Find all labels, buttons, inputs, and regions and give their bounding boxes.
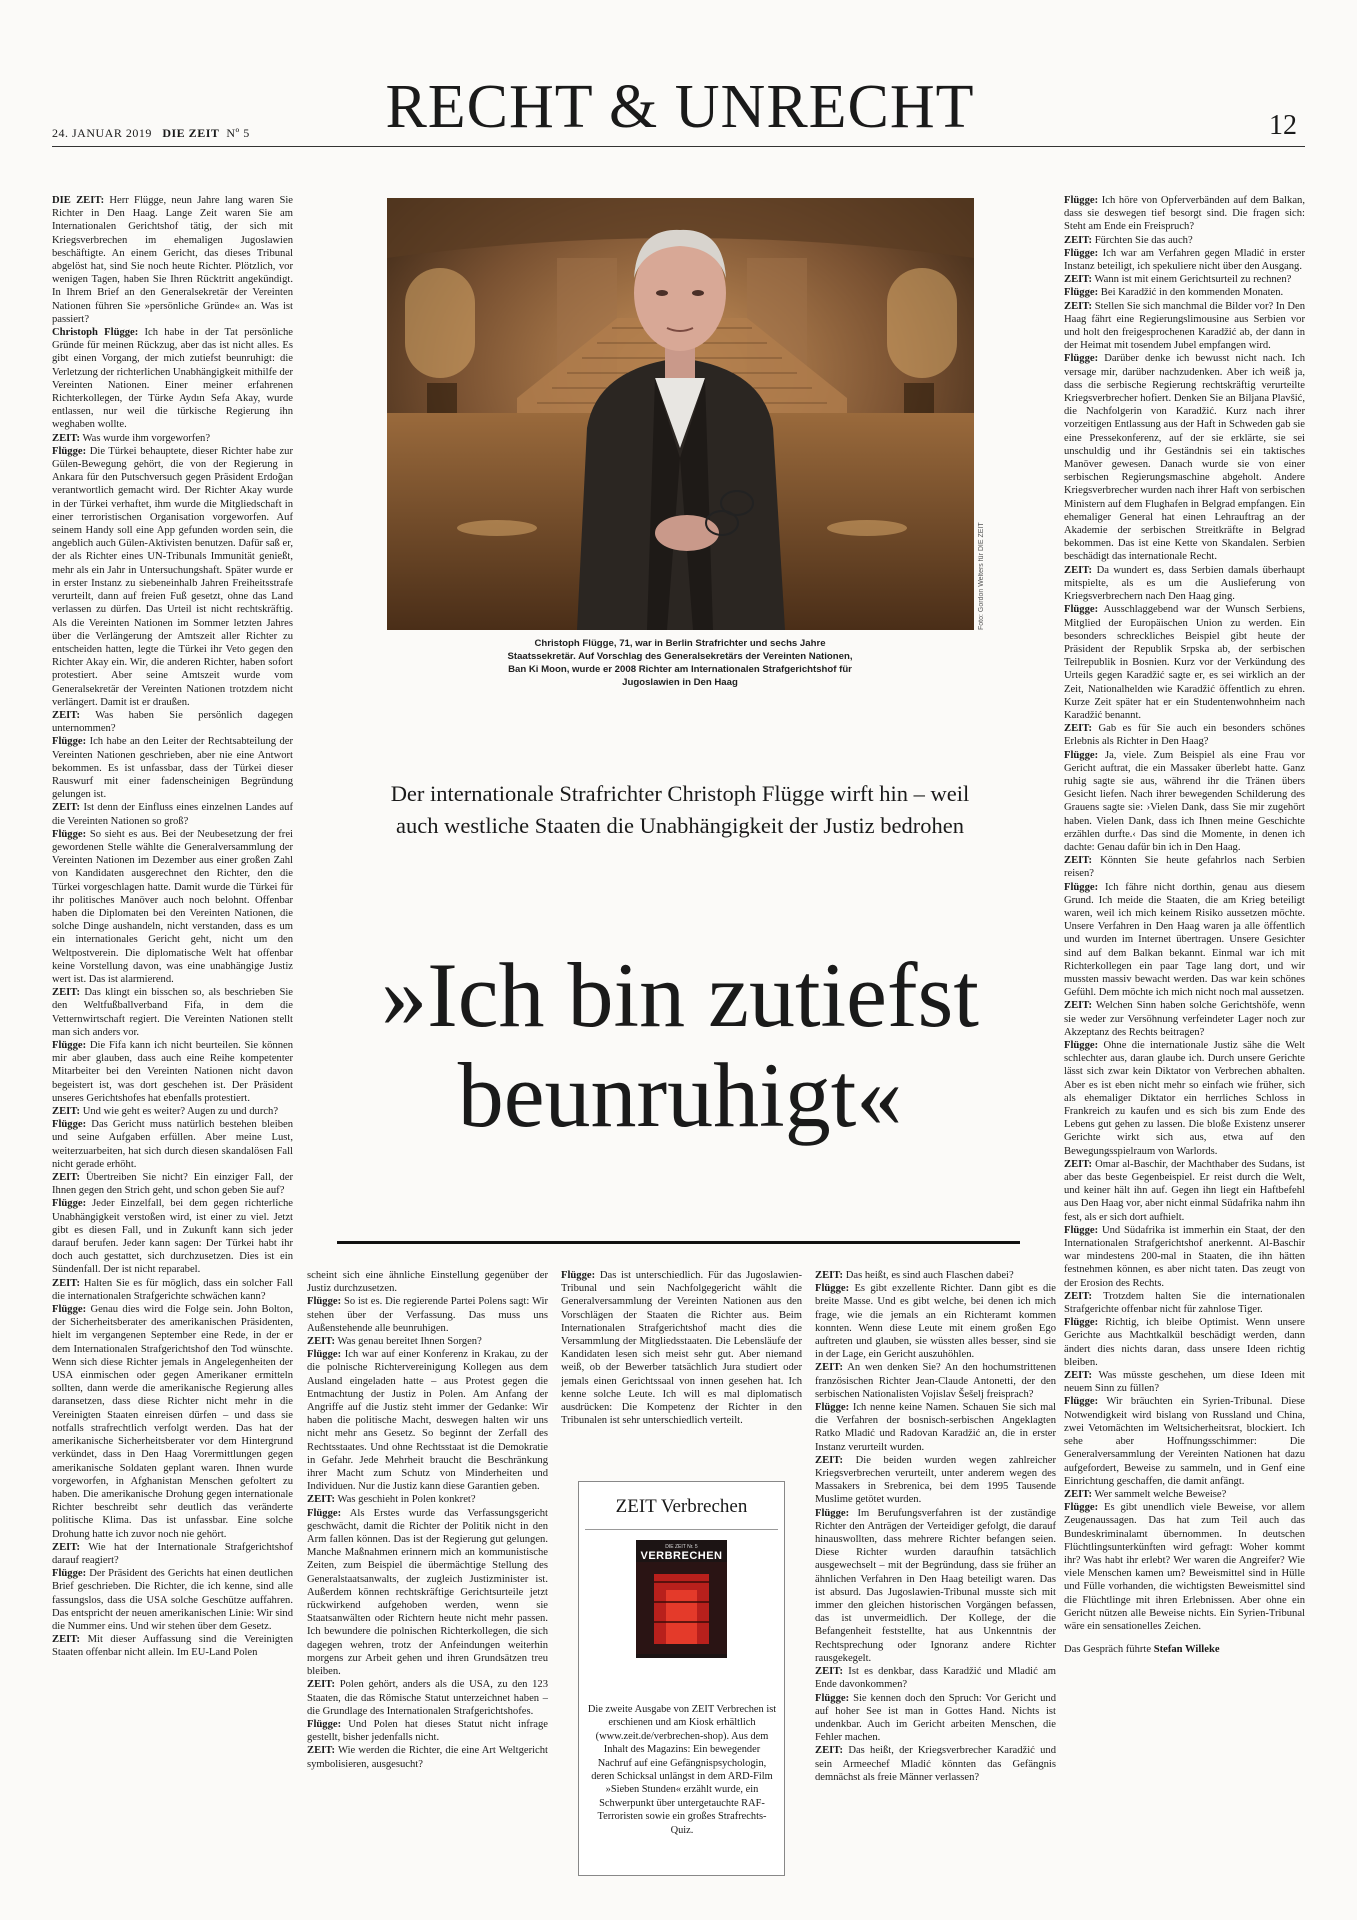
paragraph-text: Polen gehört, anders als die USA, zu den 123 Staaten, die das Römische Statut unterzeichnet haben – die Grundlage des Internationalen Strafgerichtshofes. bbox=[307, 1679, 548, 1717]
speaker-label: ZEIT: bbox=[1064, 1370, 1093, 1382]
paragraph-text: Omar al-Baschir, der Machthaber des Sudans, ist aber das beste Gegenbeispiel. Er reist durch die Welt, und keiner hält ihn auf. Gegen ihn liegt ein Haftbefehl aus Den Haag vor, aber nicht einmal Südafrika nahm ihn fest, als er sich dort aufhielt. bbox=[1064, 1158, 1305, 1223]
paragraph-text: Was wurde ihm vorgeworfen? bbox=[82, 432, 211, 444]
speaker-label: ZEIT: bbox=[52, 1172, 81, 1184]
interview-paragraph bbox=[1064, 1290, 1305, 1316]
speaker-label: ZEIT: bbox=[1064, 1158, 1093, 1170]
paragraph-text: Trotzdem halten Sie die internationalen Strafgerichte offenbar nicht für zahnlose Tiger. bbox=[1064, 1290, 1305, 1316]
paragraph-text: Ich nenne keine Namen. Schauen Sie sich mal die Verfahren der bosnisch-serbischen Angeklagten Ratko Mladić und Radovan Karadžić an, die in erster Instanz verurteilt wurden. bbox=[815, 1402, 1056, 1453]
speaker-label: ZEIT: bbox=[815, 1454, 844, 1466]
speaker-label: ZEIT: bbox=[52, 802, 81, 814]
interview-paragraph bbox=[1064, 881, 1305, 1000]
speaker-label: ZEIT: bbox=[52, 1277, 81, 1289]
interview-paragraph bbox=[815, 1744, 1056, 1784]
interview-paragraph bbox=[1064, 1395, 1305, 1487]
interview-paragraph bbox=[815, 1361, 1056, 1401]
article-column-4 bbox=[815, 1269, 1056, 1889]
interview-paragraph bbox=[1064, 286, 1305, 299]
paragraph-text: So ist es. Die regierende Partei Polens sagt: Wir stehen über der Verfassung. Das muss uns Außenstehende alle beunruhigen. bbox=[307, 1296, 548, 1334]
interview-paragraph bbox=[815, 1401, 1056, 1454]
paragraph-text: Wer sammelt welche Beweise? bbox=[1094, 1488, 1227, 1500]
article-column-5 bbox=[1064, 194, 1305, 1894]
magazine-cover-small: DIE ZEIT Nr. 5 bbox=[665, 1544, 698, 1550]
speaker-label: ZEIT: bbox=[1064, 234, 1093, 246]
promo-box bbox=[578, 1481, 785, 1876]
interview-paragraph bbox=[1064, 749, 1305, 855]
interview-paragraph bbox=[1064, 1039, 1305, 1158]
paragraph-text: Ohne die internationale Justiz sähe die Welt schlechter aus, daran glaube ich. Durch unsere Gerichte lässt sich zwar kein Diktator von Verbrechen abhalten. Aber es ist eben nicht mehr so einfach wie früher, sich als ehemaliger Diktator ein herrliches Schloss in Frankreich zu kaufen und es sich bis zum Ende des Lebens gut gehen zu lassen. Die bloße Existenz unserer Gerichte wirkt sich aus, etwa auf den Bewegungsspielraum von Warlords. bbox=[1064, 1040, 1305, 1157]
interview-paragraph bbox=[815, 1282, 1056, 1361]
interview-paragraph bbox=[307, 1295, 548, 1335]
interview-paragraph bbox=[52, 1039, 293, 1105]
paragraph-text: Die beiden wurden wegen zahlreicher Kriegsverbrechen verurteilt, unter anderem wegen des Massakers in Srebrenica, bei dem 1995 Tausende Muslime getötet wurden. bbox=[815, 1454, 1056, 1506]
speaker-label: ZEIT: bbox=[1064, 855, 1093, 867]
article-headline: »Ich bin zutiefst beunruhigt« bbox=[381, 944, 979, 1146]
speaker-label: ZEIT: bbox=[307, 1679, 336, 1691]
interview-paragraph bbox=[1064, 1369, 1305, 1395]
speaker-label: DIE ZEIT: bbox=[52, 195, 105, 206]
speaker-label: Flügge: bbox=[52, 1119, 87, 1131]
magazine-cover bbox=[636, 1540, 727, 1658]
interview-paragraph bbox=[815, 1454, 1056, 1507]
photo-credit: Foto: Gordon Welters für DIE ZEIT bbox=[978, 522, 985, 630]
interview-paragraph bbox=[52, 1105, 293, 1118]
interview-paragraph bbox=[1064, 352, 1305, 563]
paragraph-text: Jeder Einzelfall, bei dem gegen richterliche Unabhängigkeit verstoßen wird, ist einer zu viel. Jetzt gibt es diesen Fall, und in Zukunft kann sich jeder darauf berufen. Jeder kann sagen: Der Türkei habt ihr doch auch gestattet, sich durchzusetzen. Dies ist ein Sündenfall. Der ist nicht reparabel. bbox=[52, 1198, 293, 1276]
paragraph-text: Die Türkei behauptete, dieser Richter habe zur Gülen-Bewegung gehört, die von der Regierung in Ankara für den Putschversuch gegen Präsident Erdoğan verantwortlich gemacht wird. Der Richter Akay wurde in der Türkei verhaftet, ihm wurde die Mitgliedschaft in einer terroristischen Organisation vorgeworfen. Auf seinem Handy soll eine App gefunden worden sein, die angeblich auch Gülen-Aktivisten benutzen. Dafür saß er, der als Richter eines UN-Tribunals Immunität genießt, mehr als ein Jahr in Untersuchungshaft. Später wurde er in erster Instanz zu siebeneinhalb Jahren Freiheitsstrafe verurteilt, dann auf freien Fuß gesetzt, ohne das Land verlassen zu dürfen. Das Urteil ist nicht rechtskräftig. Als die Vereinten Nationen im Sommer letzten Jahres über die Verlängerung der Amtszeit aller Richter zu entscheiden hatten, legte die Türkei ihr Veto gegen den Richter Akay ein. Wir, die anderen Richter, haben sofort protestiert. Aber seine Amtszeit wurde vom Generalsekretär der Vereinten Nationen trotzdem nicht verlängert. Damit ist er draußen. bbox=[52, 445, 293, 708]
signoff-author: Stefan Willeke bbox=[1153, 1644, 1220, 1656]
speaker-label: ZEIT: bbox=[52, 1541, 81, 1553]
paragraph-text: Darüber denke ich bewusst nicht nach. Ich versage mir, darüber nachzudenken. Aber ich weiß ja, dass die serbische Regierung rechtskräftig verurteilte Kriegsverbrecher hofiert. Denken Sie an Biljana Plavšić, die Nachfolgerin von Karadžić. Kurz nach ihrer vorzeitigen Entlassung aus der Haft in Schweden gab sie eine Pressekonferenz, auf der sie erklärte, sie sei unschuldig und ihr Geständnis sei ein taktisches Manöver gewesen. Danach wurde sie von einer serbischen Regierungsmaschine abgeholt. Andere Kriegsverbrecher wurden nach ihrer Haft von serbischen Ministern auf dem Flughafen in Belgrad empfangen. Ein ehemaliger General hat einen Lehrauftrag an der Akademie der serbischen Streitkräfte in Belgrad bekommen. Das ist eine Kette von Skandalen. Serbien beschädigt das internationale Recht. bbox=[1064, 353, 1305, 563]
paragraph-text: Bei Karadžić in den kommenden Monaten. bbox=[1100, 287, 1284, 299]
paragraph-text: Halten Sie es für möglich, dass ein solcher Fall die internationalen Strafgerichte schwächen kann? bbox=[52, 1277, 293, 1302]
interview-paragraph bbox=[52, 1171, 293, 1197]
interview-paragraph bbox=[815, 1665, 1056, 1691]
interview-paragraph bbox=[815, 1692, 1056, 1745]
paragraph-text: Ja, viele. Zum Beispiel als eine Frau vor Gericht auftrat, die ein Massaker überlebt hatte. Ganz ruhig sagte sie aus, während ihr die Tränen übers Gesicht liefen. Nach ihrer bewegenden Schilderung des Grauens sagte sie: ›Vielen Dank, dass Sie mir zugehört haben. Vielen Dank, dass ich Ihnen meine Geschichte erzählen durfte.‹ Das sind die Momente, in denen ich dachte: Genau dafür bin ich in Den Haag. bbox=[1064, 749, 1305, 853]
paragraph-text: Könnten Sie heute gefahrlos nach Serbien reisen? bbox=[1064, 855, 1305, 880]
paragraph-text: Im Berufungsverfahren ist der zuständige Richter den Anträgen der Verteidiger gefolgt, die darauf hinauswollten, dass mehrere Richter befangen seien. Diese Richter wurden daraufhin tatsächlich ausgewechselt – mit der Begründung, dass sie früher an ähnlichen Verfahren in Den Haag beteiligt waren. Das ist absurd. Das Jugoslawien-Tribunal musste sich mit immer den gleichen historischen Vorgängen befassen, das ist unvermeidlich. Der Kollege, der die Befangenheit feststellte, hat aus Unkenntnis der Rechtsprechung oder Ignoranz andere Richter rausgekegelt. bbox=[815, 1507, 1056, 1664]
paragraph-text: So sieht es aus. Bei der Neubesetzung der frei gewordenen Stelle wählte die Generalversammlung der Vereinten Nationen im Dezember aus einer großen Zahl von Kandidaten ausgerechnet den Richter, den die Türkei vorgeschlagen hatte. Damit wurde die Türkei für ihr politisches Manöver auch noch belohnt. Offenbar haben die Diplomaten bei den Vereinten Nationen, die solche Dinge aushandeln, nicht verstanden, dass es um ein internationales Gericht geht, nicht um den Weltpostverein. Die diplomatische Welt hat offenbar keine Vorstellung davon, was eine unabhängige Justiz wert ist. Das ist alarmierend. bbox=[52, 828, 293, 985]
speaker-label: Flügge: bbox=[52, 828, 87, 840]
paragraph-text: Sie kennen doch den Spruch: Vor Gericht und auf hoher See ist man in Gottes Hand. Nichts ist undenkbar. Auch im Gericht arbeiten Menschen, die Fehler machen. bbox=[815, 1692, 1056, 1744]
interview-paragraph bbox=[307, 1507, 548, 1679]
masthead-paper: DIE ZEIT bbox=[162, 126, 220, 140]
paragraph-text: Fürchten Sie das auch? bbox=[1094, 234, 1193, 246]
promo-text: Die zweite Ausgabe von ZEIT Verbrechen ist erschienen und am Kiosk erhältlich (www.zeit.de/verbrechen-shop). Aus dem Inhalt des Magazins: Ein bewegender Nachruf auf eine Gefängnispsychologin, deren Schicksal unlängst in dem ARD-Film »Sieben Stunden« erzählt wurde, ein Schwerpunkt über untergetauchte RAF-Terroristen sowie ein großes Strafrechts-Quiz. bbox=[587, 1704, 777, 1836]
paragraph-text: Und Südafrika ist immerhin ein Staat, der den Internationalen Strafgerichtshof anerkennt. Al-Baschir war mindestens 200-mal in Staaten, die ihn hätten festnehmen können, es aber nicht taten. Das zeugt von der Erosion des Rechts. bbox=[1064, 1224, 1305, 1289]
paragraph-text: Der Präsident des Gerichts hat einen deutlichen Brief geschrieben. Die Richter, die ich kenne, sind alle fassungslos, dass die USA solche Geschütze auffahren. Das entspricht der neuen amerikanischen Linie: Wir sind die Nummer eins. Und wir stehen über dem Gesetz. bbox=[52, 1568, 293, 1632]
interview-paragraph bbox=[1064, 854, 1305, 880]
speaker-label: Flügge: bbox=[1064, 287, 1099, 299]
interview-paragraph bbox=[52, 828, 293, 986]
paragraph-text: Was geschieht in Polen konkret? bbox=[337, 1494, 476, 1506]
speaker-label: ZEIT: bbox=[307, 1745, 336, 1757]
speaker-label: ZEIT: bbox=[52, 987, 81, 999]
headline-rule bbox=[337, 1241, 1020, 1244]
portrait-illustration bbox=[387, 198, 974, 630]
speaker-label: ZEIT: bbox=[815, 1745, 844, 1757]
speaker-label: ZEIT: bbox=[815, 1666, 844, 1678]
paragraph-text: Wir bräuchten ein Syrien-Tribunal. Diese Notwendigkeit wird bislang von Russland und China, zwei Vetomächten im Weltsicherheitsrat, blockiert. Ich sehe aber Hoffnungsschimmer: Die Generalversammlung der Vereinten Nationen hat dazu aufgefordert, Beweise zu sammeln, und in Genf eine Einrichtung geschaffen, die damit anfängt. bbox=[1064, 1396, 1305, 1487]
speaker-label: ZEIT: bbox=[1064, 274, 1093, 286]
speaker-label: Flügge: bbox=[52, 1198, 87, 1210]
interview-paragraph bbox=[307, 1348, 548, 1493]
speaker-label: Flügge: bbox=[52, 1040, 87, 1051]
speaker-label: Flügge: bbox=[1064, 1317, 1099, 1329]
speaker-label: Christoph Flügge: bbox=[52, 327, 139, 339]
interview-paragraph bbox=[307, 1335, 548, 1348]
speaker-label: ZEIT: bbox=[307, 1494, 336, 1506]
speaker-label: ZEIT: bbox=[1064, 1290, 1093, 1302]
paragraph-text: Ist es denkbar, dass Karadžić und Mladić am Ende davonkommen? bbox=[815, 1666, 1056, 1691]
paragraph-text: Ich war am Verfahren gegen Mladić in erster Instanz beteiligt, ich spekuliere nicht über den Ausgang. bbox=[1064, 247, 1305, 273]
interview-paragraph bbox=[1064, 194, 1305, 234]
speaker-label: Flügge: bbox=[815, 1507, 850, 1519]
signoff-text: Das Gespräch führte bbox=[1064, 1644, 1154, 1656]
paragraph-text: Was haben Sie persönlich dagegen unternommen? bbox=[52, 709, 293, 735]
interview-paragraph bbox=[52, 1197, 293, 1276]
interview-paragraph bbox=[52, 1277, 293, 1303]
speaker-label: Flügge: bbox=[307, 1349, 342, 1361]
interview-paragraph bbox=[1064, 1224, 1305, 1290]
paragraph-text: Wie werden die Richter, die eine Art Weltgericht symbolisieren, ausgesucht? bbox=[307, 1745, 548, 1770]
interview-paragraph bbox=[52, 445, 293, 709]
interview-paragraph bbox=[1064, 247, 1305, 273]
paragraph-text: Herr Flügge, neun Jahre lang waren Sie Richter in Den Haag. Lange Zeit waren Sie am Internationalen Gerichtshof tätig, der sich mit Kriegsverbrechen im ehemaligen Jugoslawien beschäftigte. An einem Gericht, das dieses Tribunal abgelöst hat, sind Sie noch heute Richter. Plötzlich, vor wenigen Tagen, haben Sie Ihren Rücktritt angekündigt. In Ihrem Brief an den Generalsekretär der Vereinten Nationen führen Sie »persönliche Gründe« an. Was ist passiert? bbox=[52, 195, 293, 325]
paragraph-text: Ich höre von Opferverbänden auf dem Balkan, dass sie deswegen tief besorgt sind. Die fragen sich: Steht am Ende ein Freispruch? bbox=[1064, 195, 1305, 233]
speaker-label: Flügge: bbox=[1064, 195, 1099, 206]
paragraph-text: Ich habe in der Tat persönliche Gründe für meinen Rückzug, aber das ist nicht alles. Es gibt einen Vorgang, der mich zutiefst beunruhigt: die Verletzung der richterlichen Unabhängigkeit mithilfe der Vereinten Nationen. Einer meiner erfahrenen Richterkollegen, der Türke Aydın Sefa Akay, wurde entlassen, nur weil die türkische Regierung ihn weghaben wollte. bbox=[52, 327, 293, 431]
speaker-label: ZEIT: bbox=[1064, 300, 1093, 312]
magazine-cover-art bbox=[636, 1562, 727, 1654]
interview-paragraph bbox=[52, 986, 293, 1039]
paragraph-text: Das heißt, der Kriegsverbrecher Karadžić und sein Armeechef Mladić könnten das Gefängnis demnächst als freie Männer verlassen? bbox=[815, 1745, 1056, 1783]
interview-paragraph bbox=[1064, 999, 1305, 1039]
masthead-rule bbox=[52, 146, 1305, 147]
section-title: RECHT & UNRECHT bbox=[385, 73, 975, 141]
article-column-3 bbox=[561, 1269, 802, 1469]
paragraph-text: Ist denn der Einfluss eines einzelnen Landes auf die Vereinten Nationen so groß? bbox=[52, 802, 293, 827]
interview-paragraph bbox=[561, 1269, 802, 1427]
paragraph-text: Was müsste geschehen, um diese Ideen mit neuem Sinn zu füllen? bbox=[1064, 1370, 1305, 1395]
speaker-label: Flügge: bbox=[52, 1304, 87, 1316]
speaker-label: Flügge: bbox=[815, 1402, 850, 1414]
speaker-label: Flügge: bbox=[1064, 749, 1099, 761]
interview-paragraph bbox=[307, 1744, 548, 1770]
speaker-label: Flügge: bbox=[1064, 1502, 1099, 1514]
interview-paragraph bbox=[1064, 234, 1305, 247]
interview-paragraph bbox=[307, 1269, 548, 1295]
article-column-2 bbox=[307, 1269, 548, 1889]
interview-paragraph bbox=[1064, 300, 1305, 353]
interview-paragraph bbox=[52, 801, 293, 827]
paragraph-text: Ausschlaggebend war der Wunsch Serbiens, Mitglied der Europäischen Union zu werden. Ein besonders schreckliches Beispiel gibt heute der Präsident der Republik Srpska ab, der serbischen Teilrepublik in Bosnien. Kurz vor der Verkündung des Urteils gegen Karadžić sagte er, es sei wirklich an der Zeit, Nationalhelden wie Karadžić öffentlich zu ehren. Kurze Zeit später hat er ein Studentenwohnheim nach Karadžić benannt. bbox=[1064, 604, 1305, 721]
interview-paragraph bbox=[52, 432, 293, 445]
paragraph-text: Das heißt, es sind auch Flaschen dabei? bbox=[845, 1270, 1014, 1281]
paragraph-text: Und wie geht es weiter? Augen zu und durch? bbox=[82, 1106, 279, 1118]
masthead-issue: Nº 5 bbox=[226, 126, 250, 140]
speaker-label: Flügge: bbox=[1064, 1224, 1099, 1236]
paragraph-text: Mit dieser Auffassung sind die Vereinigten Staaten offenbar nicht allein. Im EU-Land Polen bbox=[52, 1634, 293, 1659]
interview-paragraph bbox=[1064, 564, 1305, 604]
speaker-label: Flügge: bbox=[1064, 1040, 1099, 1051]
speaker-label: ZEIT: bbox=[52, 1634, 81, 1646]
interview-paragraph bbox=[52, 1541, 293, 1567]
speaker-label: Flügge: bbox=[1064, 353, 1099, 365]
paragraph-text: Genau dies wird die Folge sein. John Bolton, der Sicherheitsberater des amerikanischen Präsidenten, hielt im vergangenen September eine Rede, in der er dem Internationalen Strafgerichtshof den Tod wünschte. Wenn sich diese Richter jemals in Angelegenheiten der USA einmischen oder gegen Amerikaner ermitteln sollten, dann werde die amerikanische Regierung alles daransetzen, dass diese Richter nicht mehr in die Vereinigten Staaten einreisen dürfen – und dass sie notfalls strafrechtlich verfolgt werden. Das hat der amerikanische Sicherheitsberater vor dem Hintergrund verkündet, dass in Den Haag Vorermittlungen gegen amerikanische Soldaten geplant waren. Ihnen wurde vorgeworfen, in Afghanistan Menschen gefoltert zu haben. Die amerikanische Drohung gegen internationale Richter beschreibt sehr deutlich das veränderte politische Klima. Das ist unfassbar. Eine solche Drohung hatte ich zuvor noch nie gehört. bbox=[52, 1304, 293, 1540]
paragraph-text: Da wundert es, dass Serbien damals überhaupt mitspielte, als es um die Auslieferung von Kriegsverbrechern nach Den Haag ging. bbox=[1064, 564, 1305, 603]
article-deck: Der internationale Strafrichter Christoph Flügge wirft hin – weil auch westliche Staaten die Unabhängigkeit der Justiz bedrohen bbox=[390, 781, 970, 838]
speaker-label: Flügge: bbox=[307, 1507, 342, 1519]
speaker-label: ZEIT: bbox=[52, 432, 81, 444]
speaker-label: ZEIT: bbox=[52, 1106, 81, 1118]
speaker-label: Flügge: bbox=[307, 1718, 342, 1730]
paragraph-text: Die Fifa kann ich nicht beurteilen. Sie können mir aber glauben, dass auch eine Reihe kompetenter Mitarbeiter bei den Vereinten Nationen nicht davon begeistert ist, was dort geschehen ist. Der Präsident unseres Gerichtshofes hat ebenfalls protestiert. bbox=[52, 1040, 293, 1104]
paragraph-text: Wie hat der Internationale Strafgerichtshof darauf reagiert? bbox=[52, 1541, 293, 1566]
paragraph-text: Was genau bereitet Ihnen Sorgen? bbox=[337, 1336, 482, 1348]
interview-paragraph bbox=[815, 1269, 1056, 1282]
paragraph-text: Richtig, ich bleibe Optimist. Wenn unsere Gerichte aus Machtkalkül beschädigt werden, dann ändert dies nichts daran, dass unsere Ideen richtig bleiben. bbox=[1064, 1317, 1305, 1368]
interview-paragraph bbox=[1064, 603, 1305, 722]
paragraph-text: Übertreiben Sie nicht? Ein einziger Fall, der Ihnen gegen den Strich geht, und schon geben Sie auf? bbox=[52, 1172, 293, 1197]
paragraph-text: Es gibt exzellente Richter. Dann gibt es die breite Masse. Und es gibt welche, bei denen ich mich frage, wie die jemals an ein Richteramt kommen konnten. Wenn diese Leute mit einem großen Ego auftreten und glauben, sie wüssten alles besser, sind sie in der Lage, ein Gericht auszuhöhlen. bbox=[815, 1283, 1056, 1361]
paragraph-text: Das Gericht muss natürlich bestehen bleiben und seine Aufgaben erfüllen. Aber meine Lust, weiterzuarbeiten, hat sich durch diesen skandalösen Fall nicht gerade erhöht. bbox=[52, 1119, 293, 1170]
interview-paragraph bbox=[52, 735, 293, 801]
interview-paragraph bbox=[307, 1718, 548, 1744]
speaker-label: Flügge: bbox=[815, 1692, 850, 1704]
interview-paragraph bbox=[1064, 273, 1305, 286]
speaker-label: Flügge: bbox=[561, 1270, 596, 1281]
page-number: 12 bbox=[1269, 110, 1297, 141]
interview-paragraph bbox=[1064, 1501, 1305, 1633]
paragraph-text: Gab es für Sie auch ein besonders schönes Erlebnis als Richter in Den Haag? bbox=[1064, 723, 1305, 748]
interview-paragraph bbox=[815, 1507, 1056, 1665]
speaker-label: Flügge: bbox=[52, 736, 87, 748]
interview-paragraph bbox=[52, 1633, 293, 1659]
paragraph-text: scheint sich eine ähnliche Einstellung gegenüber der Justiz durchzusetzen. bbox=[307, 1270, 548, 1295]
interview-paragraph bbox=[52, 326, 293, 432]
speaker-label: ZEIT: bbox=[52, 709, 81, 721]
speaker-label: ZEIT: bbox=[1064, 1488, 1093, 1500]
speaker-label: Flügge: bbox=[52, 445, 87, 457]
photo-caption: Christoph Flügge, 71, war in Berlin Strafrichter und sechs Jahre Staatssekretär. Auf Vorschlag des Generalsekretärs der Vereinten Nationen, Ban Ki Moon, wurde er 2008 Richter am Internationalen Strafgerichtshof für Jugoslawien in Den Haag bbox=[507, 638, 853, 688]
speaker-label: Flügge: bbox=[307, 1296, 342, 1308]
speaker-label: ZEIT: bbox=[1064, 564, 1093, 576]
speaker-label: Flügge: bbox=[52, 1568, 87, 1580]
interview-paragraph bbox=[52, 709, 293, 735]
interview-paragraph bbox=[52, 1567, 293, 1633]
paragraph-text: An wen denken Sie? An den hochumstrittenen französischen Richter Jean-Claude Antonetti, der den serbischen Nationalisten Vojislav Šešelj freisprach? bbox=[815, 1362, 1056, 1400]
speaker-label: ZEIT: bbox=[815, 1270, 844, 1281]
interview-paragraph bbox=[52, 194, 293, 326]
speaker-label: Flügge: bbox=[815, 1283, 850, 1295]
paragraph-text: Welchen Sinn haben solche Gerichtshöfe, wenn sie weder zur Versöhnung verfeindeter Lager noch zur Akzeptanz des Rechts beitragen? bbox=[1064, 1000, 1305, 1038]
paragraph-text: Ich habe an den Leiter der Rechtsabteilung der Vereinten Nationen geschrieben, aber nie eine Antwort bekommen. Es ist unfassbar, dass der Türkei dieser Rauswurf mit einer fadenscheinigen Begründung gelungen ist. bbox=[52, 736, 293, 801]
masthead-dateline bbox=[52, 126, 250, 141]
speaker-label: ZEIT: bbox=[815, 1362, 844, 1374]
paragraph-text: Und Polen hat dieses Statut nicht infrage gestellt, bisher jedenfalls nicht. bbox=[307, 1718, 548, 1744]
promo-rule bbox=[585, 1529, 778, 1530]
promo-title: ZEIT Verbrechen bbox=[615, 1496, 748, 1517]
speaker-label: ZEIT: bbox=[307, 1336, 336, 1348]
interview-paragraph bbox=[52, 1303, 293, 1541]
interview-paragraph bbox=[1064, 1158, 1305, 1224]
speaker-label: ZEIT: bbox=[1064, 1000, 1093, 1012]
portrait-photo bbox=[387, 198, 974, 630]
speaker-label: Flügge: bbox=[1064, 247, 1099, 259]
paragraph-text: Als Erstes wurde das Verfassungsgericht geschwächt, damit die Richter der Politik nicht in den Arm fallen können. Das ist der Regierung gut gelungen. Manche Maßnahmen erinnern mich an kommunistische Zeiten, zum Beispiel die übermächtige Stellung des Generalstaatsanwalts, der zugleich Justizminister ist. Außerdem können rechtskräftige Gerichtsurteile jetzt rückwirkend aufgehoben werden, wenn sie Staatsanwälten oder Richtern heute nicht mehr passen. Ich bewundere die polnischen Richterkollegen, die sich dagegen wehren, trotz der Anfeindungen weiterhin morgens zur Arbeit gehen und ihren Grundsätzen treu bleiben. bbox=[307, 1507, 548, 1678]
magazine-cover-title: VERBRECHEN bbox=[640, 1550, 723, 1562]
paragraph-text: Ich fähre nicht dorthin, genau aus diesem Grund. Ich meide die Staaten, die am Krieg beteiligt waren, weil ich mich keinem Risiko aussetzen möchte. Unsere Verfahren in Den Haag waren ja alle öffentlich und wurden im Internet übertragen. Unsere Gesichter sind auf dem Balkan bekannt. Einmal war ich mit Richterkollegen ein paar Tage lang dort, und wir mussten massiv bewacht werden. Das war kein schönes Gefühl. Dem möchte ich mich nicht noch mal aussetzen. bbox=[1064, 881, 1305, 999]
paragraph-text: Das ist unterschiedlich. Für das Jugoslawien-Tribunal und sein Nachfolgegericht wählt die Generalversammlung der Vereinten Nationen aus den Vorschlägen der Staaten die Richter aus. Beim Internationalen Strafgerichtshof macht dies die Versammlung der Mitgliedsstaaten. Die Lebensläufe der Kandidaten lesen sich meist sehr gut. Aber niemand weiß, ob der Bewerber tatsächlich Jura studiert oder jemals einen Gerichtssaal von innen gesehen hat. Ich kenne solche Leute. Ich will es mal diplomatisch ausdrücken: Die Kompetenz der Richter in den Tribunalen ist sehr unterschiedlich verteilt. bbox=[561, 1270, 802, 1427]
paragraph-text: Stellen Sie sich manchmal die Bilder vor? In Den Haag fährt eine Regierungslimousine aus Serbien vor und holt den freigesprochenen Karadžić ab, der dann in der Heimat mit tosendem Jubel empfangen wird. bbox=[1064, 300, 1305, 352]
paragraph-text: Ich war auf einer Konferenz in Krakau, zu der die polnische Richtervereinigung Kollegen aus dem Ausland eingeladen hatte – aus Protest gegen die Entmachtung der Justiz in Polen. Am Anfang der Angriffe auf die Justiz steht immer der Gedanke: Wir haben die politische Macht, deswegen halten wir uns nicht mehr ans Gesetz. So beginnt der Zerfall des Rechtsstaates. Und ohne Rechtsstaat ist die Demokratie in Gefahr. Jede Mehrheit braucht die Beschränkung ihrer Macht zum Schutz von Minderheiten und Individuen. Nur die Justiz kann diese Garantien geben. bbox=[307, 1349, 548, 1493]
speaker-label: Flügge: bbox=[1064, 604, 1099, 616]
masthead-date: 24. JANUAR 2019 bbox=[52, 126, 152, 140]
interview-paragraph bbox=[307, 1678, 548, 1718]
paragraph-text: Es gibt unendlich viele Beweise, vor allem Zeugenaussagen. Das hat zum Teil auch das Bundeskriminalamt übernommen. In deutschen Flüchtlingsunterkünften wird gefragt: Woher kommt ihr? Was habt ihr erlebt? Wer waren die Angreifer? Wie viele Menschen kamen um? Beweismittel sind in Hülle und Fülle vorhanden, die wichtigsten Beweismittel sind die Flüchtlinge mit ihren Erlebnissen. Aber ohne ein Gericht nützen alle Beweise nichts. Ein Syrien-Tribunal wäre ein sensationelles Zeichen. bbox=[1064, 1502, 1305, 1632]
author-signoff bbox=[1064, 1643, 1305, 1656]
speaker-label: Flügge: bbox=[1064, 881, 1099, 893]
paragraph-text: Wann ist mit einem Gerichtsurteil zu rechnen? bbox=[1094, 274, 1292, 286]
interview-paragraph bbox=[1064, 1316, 1305, 1369]
speaker-label: Flügge: bbox=[1064, 1396, 1099, 1408]
speaker-label: ZEIT: bbox=[1064, 723, 1093, 735]
interview-paragraph bbox=[1064, 1488, 1305, 1501]
paragraph-text: Das klingt ein bisschen so, als beschrieben Sie den Weltfußballverband Fifa, in dem die Vetternwirtschaft regiert. Die Vereinten Nationen stellt man sich anders vor. bbox=[52, 987, 293, 1038]
article-column-1 bbox=[52, 194, 293, 1894]
interview-paragraph bbox=[1064, 722, 1305, 748]
interview-paragraph bbox=[307, 1493, 548, 1506]
interview-paragraph bbox=[52, 1118, 293, 1171]
